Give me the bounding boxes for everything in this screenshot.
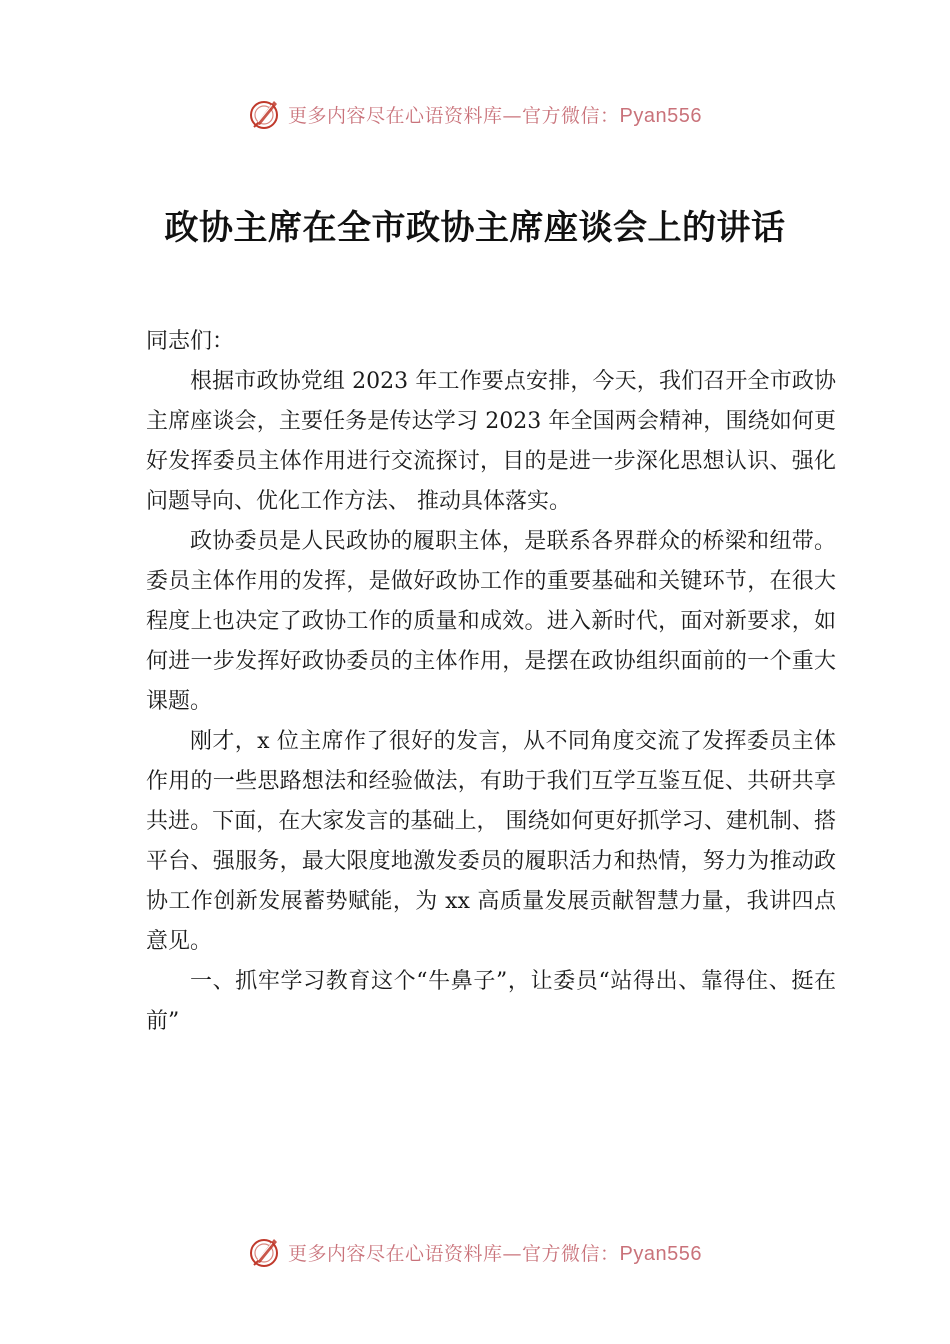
paragraph-3: 刚才，x 位主席作了很好的发言，从不同角度交流了发挥委员主体作用的一些思路想法和经验做法，有助于我们互学互鉴互促、共研共享共进。下面，在大家发言的基础上， 围绕如何更好抓学习、建机制、搭平台、强服务，最大限度地激发委员的履职活力和热情，努力为推动政协工作创新发展蓄势赋能，为 xx 高质量发展贡献智慧力量，我讲四点意见。 (146, 729, 836, 954)
footer-banner (0, 1232, 950, 1272)
paragraph-1: 根据市政协党组 2023 年工作要点安排，今天，我们召开全市政协主席座谈会，主要任务是传达学习 2023 年全国两会精神，围绕如何更好发挥委员主体作用进行交流探讨，目的是进一步深化思想认识、强化问题导向、优化工作方法、 推动具体落实。 (146, 369, 836, 514)
banner-text: 更多内容尽在心语资料库—官方微信： (288, 1242, 620, 1265)
paragraph-2: 政协委员是人民政协的履职主体，是联系各界群众的桥梁和纽带。委员主体作用的发挥，是做好政协工作的重要基础和关键环节，在很大程度上也决定了政协工作的质量和成效。进入新时代，面对新要求，如何进一步发挥好政协委员的主体作用，是摆在政协组织面前的一个重大课题。 (146, 529, 836, 714)
banner-text: 更多内容尽在心语资料库—官方微信： (288, 104, 620, 127)
feather-pen-logo-icon (248, 1235, 282, 1269)
feather-pen-logo-icon (248, 97, 282, 131)
document-body (146, 322, 836, 1042)
document-title: 政协主席在全市政协主席座谈会上的讲话 (164, 208, 786, 248)
wechat-id: Pyan556 (619, 104, 702, 127)
salutation: 同志们： (146, 329, 235, 354)
header-banner (0, 94, 950, 134)
wechat-id: Pyan556 (619, 1242, 702, 1265)
section-heading-1: 一、抓牢学习教育这个“牛鼻子”，让委员“站得出、靠得住、挺在前” (146, 969, 836, 1034)
